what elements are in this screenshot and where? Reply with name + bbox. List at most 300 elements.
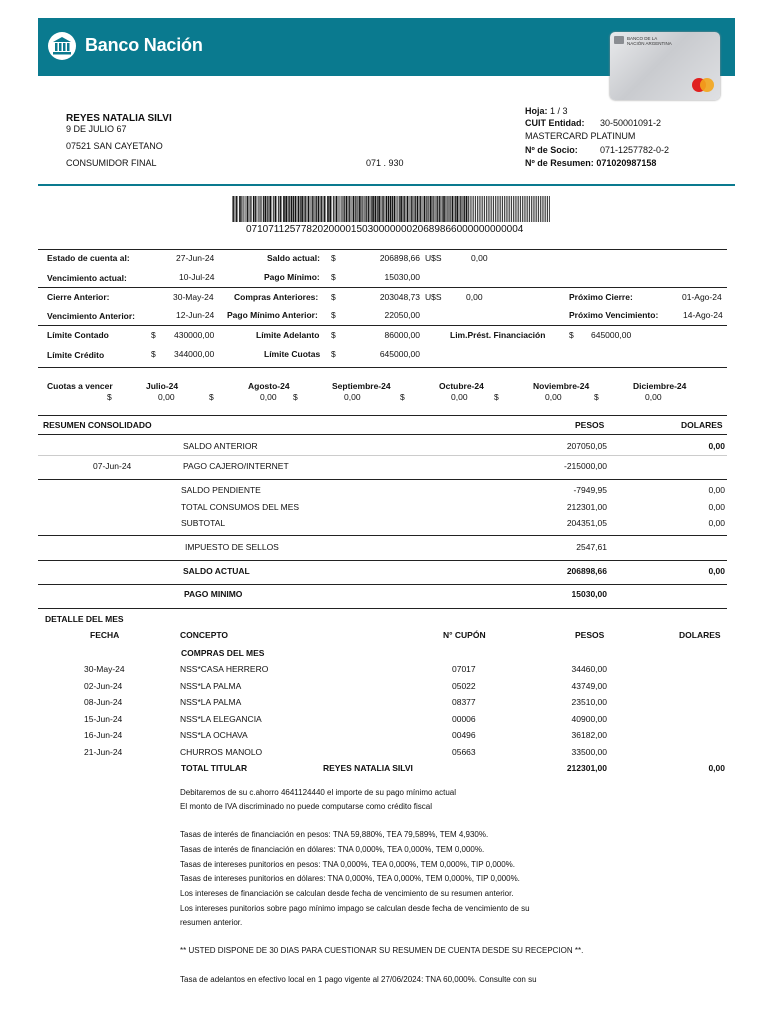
currency-pesos: $ xyxy=(594,392,599,402)
barcode-bar xyxy=(368,196,369,222)
barcode-bar xyxy=(267,196,268,222)
socio-label: Nº de Socio: xyxy=(525,145,578,155)
barcode-bar xyxy=(509,196,510,222)
cuotas-label: Cuotas a vencer xyxy=(47,381,113,391)
barcode-bar xyxy=(318,196,320,222)
barcode-bar xyxy=(233,196,234,222)
barcode-bar xyxy=(460,196,461,222)
barcode-bar xyxy=(311,196,312,222)
barcode-bar xyxy=(277,196,278,222)
barcode-bar xyxy=(329,196,331,222)
total-titular-pesos: 212301,00 xyxy=(566,763,607,773)
barcode-bar xyxy=(461,196,462,222)
currency-usd: U$S xyxy=(425,253,442,263)
currency-pesos: $ xyxy=(331,330,336,340)
barcode-bar xyxy=(545,196,546,222)
barcode-bar xyxy=(315,196,316,222)
resumen-title: RESUMEN CONSOLIDADO xyxy=(43,420,152,430)
barcode-bar xyxy=(378,196,380,222)
legal-note-line: Tasas de interés de financiación en pesos: TNA 59,880%, TEA 79,589%, TEM 4,930%. xyxy=(180,830,489,839)
legal-note-line: Los intereses punitorios sobre pago mínimo impago se calculan desde fecha de vencimiento de su xyxy=(180,904,530,913)
barcode-bar xyxy=(511,196,512,222)
total-cons-label: TOTAL CONSUMOS DEL MES xyxy=(181,502,300,512)
currency-pesos: $ xyxy=(331,292,336,302)
currency-pesos: $ xyxy=(569,330,574,340)
barcode-bar xyxy=(239,196,241,222)
cuota-value: 0,00 xyxy=(158,392,175,402)
barcode-bar xyxy=(301,196,303,222)
barcode-bar xyxy=(382,196,383,222)
barcode-bar xyxy=(361,196,362,222)
barcode-bar xyxy=(435,196,436,222)
barcode-bar xyxy=(263,196,264,222)
resumen-label: Nº de Resumen: xyxy=(525,158,594,168)
detalle-date: 08-Jun-24 xyxy=(84,697,123,707)
saldo-actual-usd: 0,00 xyxy=(471,253,488,263)
detalle-coupon: 00496 xyxy=(452,730,476,740)
barcode-bar xyxy=(264,196,266,222)
barcode-bar xyxy=(423,196,424,222)
legal-note-line: Tasas de intereses punitorios en pesos: TNA 0,000%, TEA 0,000%, TEM 0,000%, TIP 0,000%. xyxy=(180,860,516,869)
pago-min-row-label: PAGO MINIMO xyxy=(184,589,243,599)
legal-note-line: ** USTED DISPONE DE 30 DIAS PARA CUESTIONAR SU RESUMEN DE CUENTA DESDE SU RECEPCION **. xyxy=(180,946,584,955)
total-titular-label: TOTAL TITULAR xyxy=(181,763,248,773)
barcode-bar xyxy=(346,196,348,222)
currency-pesos: $ xyxy=(151,330,156,340)
cuit-label: CUIT Entidad: xyxy=(525,118,585,128)
barcode-bar xyxy=(285,196,287,222)
barcode-bar xyxy=(339,196,340,222)
detalle-concept: NSS*CASA HERRERO xyxy=(180,664,269,674)
client-category: CONSUMIDOR FINAL xyxy=(66,158,157,168)
lim-adelanto-value: 86000,00 xyxy=(384,330,420,340)
lim-cuotas-label: Límite Cuotas xyxy=(264,349,321,359)
barcode-bar xyxy=(333,196,334,222)
barcode-bar xyxy=(235,196,236,222)
barcode-bar xyxy=(424,196,425,222)
detalle-coupon: 08377 xyxy=(452,697,476,707)
barcode-bar xyxy=(409,196,410,222)
subtotal-label: SUBTOTAL xyxy=(181,518,226,528)
barcode-bar xyxy=(482,196,483,222)
barcode-bar xyxy=(472,196,473,222)
cuota-month: Noviembre-24 xyxy=(533,381,590,391)
barcode-bar xyxy=(356,196,357,222)
pago-min-row-pesos: 15030,00 xyxy=(571,589,607,599)
barcode-bar xyxy=(459,196,460,222)
total-titular-name: REYES NATALIA SILVI xyxy=(323,763,413,773)
barcode-bar xyxy=(278,196,279,222)
barcode-bar xyxy=(411,196,412,222)
saldo-actual-row-label: SALDO ACTUAL xyxy=(183,566,250,576)
barcode-bar xyxy=(517,196,518,222)
hoja-value: 1 / 3 xyxy=(550,106,568,116)
barcode-bar xyxy=(352,196,353,222)
barcode-bar xyxy=(432,196,433,222)
total-titular-usd: 0,00 xyxy=(708,763,725,773)
lim-contado-label: Límite Contado xyxy=(47,330,109,340)
legal-note-line: Los intereses de financiación se calculan desde fecha de vencimiento de su resumen anterior. xyxy=(180,889,514,898)
barcode-bar xyxy=(241,196,242,222)
cuota-month: Septiembre-24 xyxy=(332,381,391,391)
barcode-bar xyxy=(422,196,423,222)
barcode-bar xyxy=(305,196,306,222)
credit-card-image xyxy=(610,32,720,100)
barcode-bar xyxy=(275,196,276,222)
barcode-bar xyxy=(336,196,337,222)
barcode-bar xyxy=(257,196,258,222)
venc-ant-value: 12-Jun-24 xyxy=(176,310,215,320)
barcode-bar xyxy=(236,196,237,222)
barcode-bar xyxy=(399,196,400,222)
pago-date: 07-Jun-24 xyxy=(93,461,132,471)
venc-ant-label: Vencimiento Anterior: xyxy=(47,311,136,321)
barcode-bar xyxy=(386,196,387,222)
barcode-bar xyxy=(415,196,416,222)
barcode-number: 07107112577820200001503000000020689866000000000004 xyxy=(246,224,524,235)
currency-pesos: $ xyxy=(151,349,156,359)
barcode-bar xyxy=(300,196,301,222)
barcode-bar xyxy=(269,196,271,222)
barcode-bar xyxy=(414,196,415,222)
barcode-bar xyxy=(348,196,349,222)
barcode-bar xyxy=(388,196,390,222)
barcode-bar xyxy=(390,196,392,222)
card-bank-label xyxy=(627,36,672,46)
barcode-bar xyxy=(324,196,325,222)
barcode-bar xyxy=(508,196,509,222)
barcode-bar xyxy=(246,196,247,222)
barcode-bar xyxy=(283,196,285,222)
cuota-value: 0,00 xyxy=(451,392,468,402)
barcode-bar xyxy=(433,196,434,222)
resumen-col-pesos: PESOS xyxy=(575,420,605,430)
barcode-bar xyxy=(385,196,386,222)
legal-note-line: Tasas de interés de financiación en dólares: TNA 0,000%, TEA 0,000%, TEM 0,000%. xyxy=(180,845,485,854)
detalle-date: 30-May-24 xyxy=(84,664,125,674)
barcode-bar xyxy=(327,196,329,222)
barcode-bar xyxy=(544,196,545,222)
barcode-bar xyxy=(454,196,455,222)
barcode-bar xyxy=(506,196,507,222)
venc-label: Vencimiento actual: xyxy=(47,273,127,283)
detalle-concept: NSS*LA OCHAVA xyxy=(180,730,248,740)
barcode-bar xyxy=(349,196,350,222)
card-chip-icon xyxy=(614,36,624,44)
barcode-bar xyxy=(481,196,482,222)
mastercard-logo-icon xyxy=(692,78,714,92)
legal-note-line: Tasas de intereses punitorios en dólares: TNA 0,000%, TEA 0,000%, TEM 0,000%, TIP 0,000%. xyxy=(180,874,520,883)
estado-label: Estado de cuenta al: xyxy=(47,253,130,263)
barcode-bar xyxy=(397,196,398,222)
saldo-actual-row-usd: 0,00 xyxy=(708,566,725,576)
client-city: 07521 SAN CAYETANO xyxy=(66,141,163,151)
barcode-bar xyxy=(362,196,363,222)
lim-cuotas-value: 645000,00 xyxy=(379,349,420,359)
barcode-bar xyxy=(412,196,413,222)
barcode-bar xyxy=(366,196,367,222)
barcode-bar xyxy=(308,196,309,222)
lim-contado-value: 430000,00 xyxy=(174,330,215,340)
detalle-coupon: 00006 xyxy=(452,713,476,724)
detalle-coupon: 05663 xyxy=(452,746,476,757)
currency-pesos: $ xyxy=(400,392,405,402)
currency-pesos: $ xyxy=(107,392,112,402)
resumen-col-dolares: DOLARES xyxy=(681,420,723,430)
barcode-bar xyxy=(504,196,505,222)
detalle-concept: NSS*LA PALMA xyxy=(180,697,242,707)
barcode-bar xyxy=(247,196,248,222)
currency-pesos: $ xyxy=(293,392,298,402)
barcode-bar xyxy=(522,196,523,222)
barcode-bar xyxy=(513,196,514,222)
barcode-bar xyxy=(426,196,427,222)
barcode-bar xyxy=(515,196,516,222)
barcode-bar xyxy=(490,196,491,222)
barcode-bar xyxy=(526,196,527,222)
saldo-pend-pesos: -7949,95 xyxy=(573,485,607,495)
detalle-col-fecha: FECHA xyxy=(90,630,120,640)
barcode-bar xyxy=(527,196,528,222)
barcode-bar xyxy=(456,196,458,222)
barcode-bar xyxy=(479,196,480,222)
barcode-bar xyxy=(410,196,411,222)
lim-prest-label: Lim.Prést. Financiación xyxy=(450,330,546,340)
currency-pesos: $ xyxy=(331,310,336,320)
saldo-anterior-pesos: 207050,05 xyxy=(566,441,607,451)
cuota-value: 0,00 xyxy=(260,392,277,402)
barcode-bar xyxy=(253,196,255,222)
barcode-bar xyxy=(538,196,539,222)
cuota-value: 0,00 xyxy=(545,392,562,402)
pago-min-ant-label: Pago Mínimo Anterior: xyxy=(227,310,318,320)
barcode-bar xyxy=(491,196,492,222)
barcode-bar xyxy=(475,196,476,222)
currency-pesos: $ xyxy=(331,349,336,359)
barcode-bar xyxy=(428,196,429,222)
saldo-anterior-usd: 0,00 xyxy=(708,441,725,451)
barcode-bar xyxy=(282,196,283,222)
cierre-ant-label: Cierre Anterior: xyxy=(47,292,110,302)
detalle-date: 02-Jun-24 xyxy=(84,680,123,691)
barcode-bar xyxy=(304,196,305,222)
detalle-concept: NSS*LA PALMA xyxy=(180,680,242,691)
barcode-bar xyxy=(272,196,273,222)
barcode-bar xyxy=(297,196,298,222)
barcode-bar xyxy=(547,196,548,222)
estado-value: 27-Jun-24 xyxy=(176,253,215,263)
detalle-col-cupon: N° CUPÓN xyxy=(443,630,486,640)
detalle-coupon: 05022 xyxy=(452,680,476,691)
detalle-section: COMPRAS DEL MES xyxy=(181,648,265,658)
detalle-concept: CHURROS MANOLO xyxy=(180,746,263,757)
compras-ant-label: Compras Anteriores: xyxy=(234,292,319,302)
barcode-bar xyxy=(502,196,503,222)
barcode-bar xyxy=(365,196,366,222)
hoja-label: Hoja: xyxy=(525,106,548,116)
barcode-bar xyxy=(497,196,498,222)
barcode-bar xyxy=(357,196,358,222)
cuota-month: Julio-24 xyxy=(146,381,179,391)
barcode-bar xyxy=(268,196,269,222)
detalle-pesos: 36182,00 xyxy=(571,730,607,740)
prox-cierre-label: Próximo Cierre: xyxy=(569,292,633,302)
detalle-date: 15-Jun-24 xyxy=(84,713,123,724)
barcode-bar xyxy=(406,196,407,222)
barcode-bar xyxy=(400,196,402,222)
currency-pesos: $ xyxy=(494,392,499,402)
detalle-date: 16-Jun-24 xyxy=(84,730,123,740)
barcode-bar xyxy=(288,196,289,222)
currency-usd: U$S xyxy=(425,292,442,302)
barcode-bar xyxy=(518,196,519,222)
barcode-bar xyxy=(403,196,404,222)
barcode-bar xyxy=(427,196,428,222)
detalle-pesos: 23510,00 xyxy=(571,697,607,707)
barcode-bar xyxy=(439,196,440,222)
card-bank-line1: BANCO DE LA xyxy=(627,36,658,41)
cuit-value: 30-50001091-2 xyxy=(600,118,662,128)
barcode-bar xyxy=(371,196,372,222)
barcode-bar xyxy=(332,196,333,222)
lim-credito-label: Límite Crédito xyxy=(47,350,105,360)
barcode-bar xyxy=(344,196,345,222)
compras-ant-pesos: 203048,73 xyxy=(379,292,420,302)
barcode-bar xyxy=(455,196,456,222)
saldo-actual-label: Saldo actual: xyxy=(267,253,320,263)
barcode-bar xyxy=(484,196,485,222)
barcode-bar xyxy=(448,196,449,222)
barcode-bar xyxy=(364,196,365,222)
barcode-bar xyxy=(326,196,327,222)
pago-min-label: Pago Mínimo: xyxy=(264,272,320,282)
barcode-bar xyxy=(493,196,494,222)
detalle-pesos: 43749,00 xyxy=(571,680,607,691)
barcode-bar xyxy=(295,196,297,222)
barcode-bar xyxy=(524,196,525,222)
barcode-bar xyxy=(531,196,532,222)
detalle-col-pesos: PESOS xyxy=(575,630,605,640)
pago-label: PAGO CAJERO/INTERNET xyxy=(183,461,289,471)
socio-value: 071-1257782-0-2 xyxy=(600,145,670,155)
barcode-bar xyxy=(404,196,405,222)
barcode-bar xyxy=(540,196,541,222)
barcode-bar xyxy=(312,196,313,222)
detalle-col-dolares: DOLARES xyxy=(679,630,721,640)
prox-venc-label: Próximo Vencimiento: xyxy=(569,310,659,320)
barcode-bar xyxy=(407,196,408,222)
total-cons-pesos: 212301,00 xyxy=(566,502,607,512)
branch-code: 071 . 930 xyxy=(366,158,404,168)
pago-min-ant-value: 22050,00 xyxy=(384,310,420,320)
detalle-pesos: 33500,00 xyxy=(571,746,607,757)
barcode-bar xyxy=(232,196,233,222)
subtotal-pesos: 204351,05 xyxy=(566,518,607,528)
currency-pesos: $ xyxy=(331,253,336,263)
barcode-bar xyxy=(320,196,321,222)
barcode-bar xyxy=(443,196,445,222)
barcode-bar xyxy=(396,196,397,222)
barcode-bar xyxy=(381,196,382,222)
barcode-bar xyxy=(289,196,290,222)
barcode-bar xyxy=(250,196,251,222)
detalle-date: 21-Jun-24 xyxy=(84,746,123,757)
detalle-col-concepto: CONCEPTO xyxy=(180,630,229,640)
prox-venc-value: 14-Ago-24 xyxy=(683,310,723,320)
resumen-value: 071020987158 xyxy=(596,158,657,168)
barcode-bar xyxy=(298,196,299,222)
barcode-bar xyxy=(355,196,356,222)
barcode-bar xyxy=(392,196,393,222)
barcode-bar xyxy=(495,196,496,222)
barcode-bar xyxy=(464,196,465,222)
lim-adelanto-label: Límite Adelanto xyxy=(256,330,320,340)
barcode-bar xyxy=(335,196,336,222)
saldo-actual-row-pesos: 206898,66 xyxy=(566,566,607,576)
barcode-bar xyxy=(500,196,501,222)
barcode-bar xyxy=(549,196,550,222)
legal-note-line: resumen anterior. xyxy=(180,918,243,927)
barcode-bar xyxy=(468,196,469,222)
barcode-bar xyxy=(445,196,446,222)
impuesto-pesos: 2547,61 xyxy=(576,542,607,552)
detalle-title: DETALLE DEL MES xyxy=(45,614,124,624)
barcode-bar xyxy=(437,196,438,222)
detalle-concept: NSS*LA ELEGANCIA xyxy=(180,713,262,724)
barcode-bar xyxy=(488,196,489,222)
detalle-coupon: 07017 xyxy=(452,664,476,674)
barcode-bar xyxy=(420,196,421,222)
barcode-bar xyxy=(520,196,521,222)
cuota-month: Agosto-24 xyxy=(248,381,290,391)
barcode-bar xyxy=(466,196,468,222)
venc-value: 10-Jul-24 xyxy=(179,272,215,282)
total-cons-usd: 0,00 xyxy=(708,502,725,512)
barcode-bar xyxy=(249,196,250,222)
barcode-bar xyxy=(238,196,239,222)
saldo-pend-label: SALDO PENDIENTE xyxy=(181,485,261,495)
card-type: MASTERCARD PLATINUM xyxy=(525,131,636,141)
legal-note-line: Tasa de adelantos en efectivo local en 1 pago vigente al 27/06/2024: TNA 60,000%. Consulte con su xyxy=(180,975,537,984)
barcode-bar xyxy=(359,196,361,222)
barcode-bar xyxy=(338,196,339,222)
barcode-bar xyxy=(383,196,384,222)
barcode-bar xyxy=(370,196,371,222)
barcode-bar xyxy=(447,196,448,222)
barcode-bar xyxy=(542,196,543,222)
barcode-bar xyxy=(377,196,378,222)
barcode-bar xyxy=(473,196,474,222)
detalle-pesos: 34460,00 xyxy=(571,664,607,674)
barcode-bar xyxy=(323,196,324,222)
subtotal-usd: 0,00 xyxy=(708,518,725,528)
barcode-bar xyxy=(372,196,374,222)
detalle-pesos: 40900,00 xyxy=(571,713,607,724)
bank-name: Banco Nación xyxy=(85,35,203,55)
barcode-bar xyxy=(452,196,453,222)
prox-cierre-value: 01-Ago-24 xyxy=(682,292,722,302)
currency-pesos: $ xyxy=(331,272,336,282)
lim-credito-value: 344000,00 xyxy=(174,349,215,359)
barcode-bar xyxy=(436,196,437,222)
lim-prest-value: 645000,00 xyxy=(591,330,632,340)
barcode-bar xyxy=(394,196,396,222)
barcode-bar xyxy=(462,196,463,222)
barcode-bar xyxy=(536,196,537,222)
legal-note-line: El monto de IVA discriminado no puede computarse como crédito fiscal xyxy=(180,802,432,811)
saldo-pend-usd: 0,00 xyxy=(708,485,725,495)
pago-pesos: -215000,00 xyxy=(563,461,607,471)
